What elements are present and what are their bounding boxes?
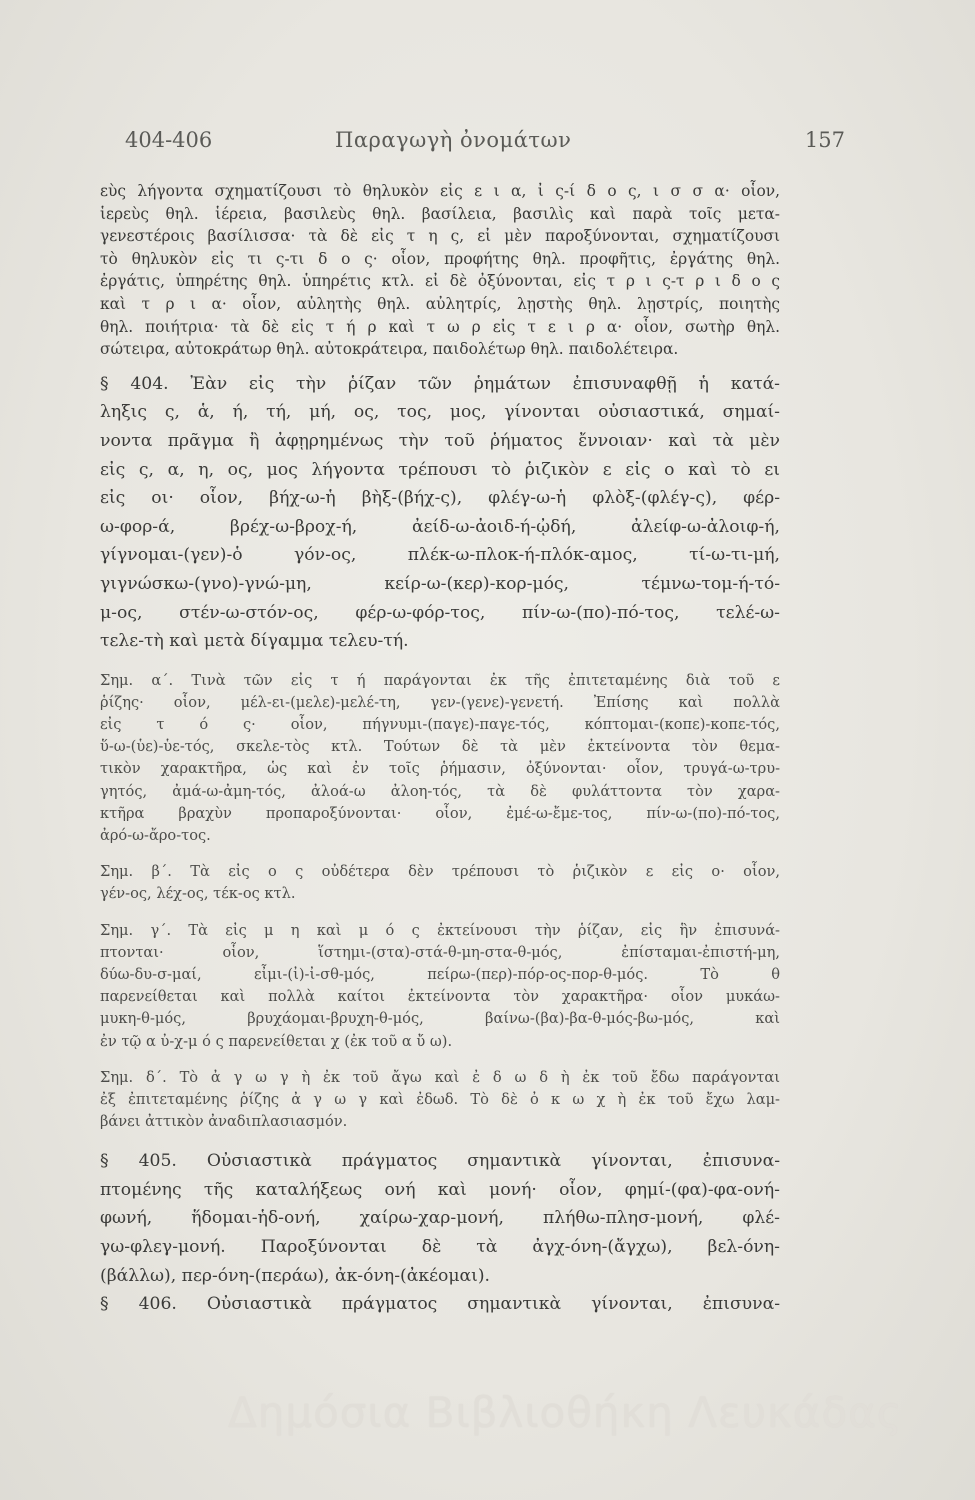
section-404 — [100, 370, 780, 656]
text-line: γητός, ἀμά-ω-ἀμη-τός, ἀλοά-ω ἀλοη-τός, τὰ δὲ φυλάττοντα τὸν χαρα- — [100, 782, 780, 800]
text-line: τελε-τὴ καὶ μετὰ δίγαμμα τελευ-τή. — [100, 631, 409, 652]
text-line: Σημ. δ΄. Τὸ ἀ γ ω γ ὴ ἐκ τοῦ ἄγω καὶ ἐ δ ω δ ὴ ἐκ τοῦ ἔδω παράγονται — [100, 1068, 780, 1086]
paragraph-intro — [100, 180, 780, 361]
text-line: δύω-δυ-σ-μαί, εἶμι-(ἰ)-ἰ-σθ-μός, πείρω-(περ)-πόρ-ος-πορ-θ-μός. Τὸ θ — [100, 965, 780, 983]
text-line: ω-φορ-ά, βρέχ-ω-βροχ-ή, ἀείδ-ω-ἀοιδ-ή-ᾠδή, ἀλείφ-ω-ἀλοιφ-ή, — [100, 516, 780, 537]
section-405 — [100, 1147, 780, 1290]
text-line: εὺς λήγοντα σχηματίζουσι τὸ θηλυκὸν εἰς ε ι α, ἰ ς-ί δ ο ς, ι σ σ α· οἷον, — [100, 182, 780, 200]
page-header — [125, 128, 845, 158]
note-beta — [100, 861, 780, 905]
note-delta — [100, 1067, 780, 1134]
text-line: θηλ. ποιήτρια· τὰ δὲ εἰς τ ή ρ καὶ τ ω ρ εἰς τ ε ι ρ α· οἷον, σωτὴρ θηλ. — [100, 317, 780, 336]
text-line: φωνή, ἥδομαι-ἡδ-ονή, χαίρω-χαρ-μονή, πλήθω-πλησ-μονή, φλέ- — [100, 1208, 780, 1229]
text-line: κτῆρα βραχὺν προπαροξύνονται· οἷον, ἐμέ-ω-ἔμε-τος, πίν-ω-(πο)-πό-τος, — [100, 804, 780, 822]
text-line: πτονται· οἷον, ἵστημι-(στα)-στά-θ-μη-στα-θ-μός, ἐπίσταμαι-ἐπιστή-μη, — [100, 943, 780, 961]
text-line: Σημ. α΄. Τινὰ τῶν εἰς τ ή παράγονται ἐκ τῆς ἐπιτεταμένης διὰ τοῦ ε — [100, 671, 780, 689]
text-line: γενεστέροις βασίλισσα· τὰ δὲ εἰς τ η ς, εἰ μὲν παροξύνονται, σχηματίζουσι — [100, 227, 780, 246]
text-line: ῥίζης· οἷον, μέλ-ει-(μελε)-μελέ-τη, γεν-(γενε)-γενετή. Ἐπίσης καὶ πολλὰ — [100, 693, 780, 711]
text-line: μ-ος, στέν-ω-στόν-ος, φέρ-ω-φόρ-τος, πίν-ω-(πο)-πό-τος, τελέ-ω- — [100, 602, 780, 623]
text-line: ἐργάτις, ὑπηρέτης θηλ. ὑπηρέτις κτλ. εἰ δὲ ὀξύνονται, εἰς τ ρ ι ς-τ ρ ι δ ο ς — [100, 272, 780, 291]
running-title: Παραγωγὴ ὀνομάτων — [335, 128, 572, 152]
text-line: ἐξ ἐπιτεταμένης ῥίζης ἀ γ ω γ καὶ ἐδωδ. Τὸ δὲ ὀ κ ω χ ὴ ἐκ τοῦ ἔχω λαμ- — [100, 1090, 780, 1108]
text-line: παρενείθεται καὶ πολλὰ καίτοι ἐκτείνοντα τὸν χαρακτῆρα· οἷον μυκάω- — [100, 988, 780, 1006]
page-range: 404-406 — [125, 128, 213, 152]
text-line: σώτειρα, αὐτοκράτωρ θηλ. αὐτοκράτειρα, παιδολέτωρ θηλ. παιδολέτειρα. — [100, 340, 679, 359]
text-line: τὸ θηλυκὸν εἰς τι ς-τι δ ο ς· οἷον, προφήτης θηλ. προφῆτις, ἐργάτης θηλ. — [100, 249, 780, 268]
text-line: εἰς τ ό ς· οἷον, πήγνυμι-(παγε)-παγε-τός, κόπτομαι-(κοπε)-κοπε-τός, — [100, 716, 780, 734]
text-line: γίγνομαι-(γεν)-ὁ γόν-ος, πλέκ-ω-πλοκ-ή-πλόκ-αμος, τί-ω-τι-μή, — [100, 545, 780, 566]
text-line: γω-φλεγ-μονή. Παροξύνονται δὲ τὰ ἀγχ-όνη-(ἄγχω), βελ-όνη- — [100, 1237, 780, 1258]
text-line: § 404. Ἐὰν εἰς τὴν ῥίζαν τῶν ῥημάτων ἐπισυναφθῇ ἡ κατά- — [100, 373, 780, 394]
text-line: ληξις ς, ἁ, ή, τή, μή, ος, τος, μος, γίνονται οὐσιαστικά, σημαί- — [100, 402, 780, 423]
text-line: νοντα πρᾶγμα ἢ ἀφῃρημένως τὴν τοῦ ῥήματος ἔννοιαν· καὶ τὰ μὲν — [100, 430, 780, 451]
section-406 — [100, 1290, 780, 1319]
text-line: ἐν τῷ α ὐ-χ-μ ό ς παρενείθεται χ (ἐκ τοῦ α ὔ ω). — [100, 1032, 453, 1050]
text-line: μυκη-θ-μός, βρυχάομαι-βρυχη-θ-μός, βαίνω-(βα)-βα-θ-μός-βω-μός, καὶ — [100, 1010, 780, 1028]
text-line: εἰς ς, α, η, ος, μος λήγοντα τρέπουσι τὸ ῥιζικὸν ε εἰς ο καὶ τὸ ει — [100, 459, 780, 480]
note-alpha — [100, 670, 780, 848]
text-line: ὕ-ω-(ὑε)-ὑε-τός, σκελε-τὸς κτλ. Τούτων δὲ τὰ μὲν ἐκτείνοντα τὸν θεμα- — [100, 738, 780, 756]
text-line: καὶ τ ρ ι α· οἷον, αὐλητὴς θηλ. αὐλητρίς, λῃστὴς θηλ. λῃστρίς, ποιητὴς — [100, 294, 780, 313]
text-line: εἰς οι· οἷον, βήχ-ω-ἡ βὴξ-(βήχ-ς), φλέγ-ω-ἡ φλὸξ-(φλέγ-ς), φέρ- — [100, 488, 780, 509]
text-line: Σημ. γ΄. Τὰ εἰς μ η καὶ μ ό ς ἐκτείνουσι τὴν ῥίζαν, εἰς ἣν ἐπισυνά- — [100, 921, 780, 939]
text-line: πτομένης τῆς καταλήξεως ονή καὶ μονή· οἷον, φημί-(φα)-φα-ονή- — [100, 1179, 780, 1200]
text-line: γέν-ος, λέχ-ος, τέκ-ος κτλ. — [100, 885, 296, 903]
text-line: βάνει ἀττικὸν ἀναδιπλασιασμόν. — [100, 1113, 348, 1131]
text-line: γιγνώσκω-(γνο)-γνώ-μη, κείρ-ω-(κερ)-κορ-μός, τέμνω-τομ-ή-τό- — [100, 573, 780, 594]
library-stamp: Δημόσια Βιβλιοθήκη Λευκάδας — [228, 1388, 903, 1437]
text-line: ἱερεὺς θηλ. ἱέρεια, βασιλεὺς θηλ. βασίλεια, βασιλὶς καὶ παρὰ τοῖς μετα- — [100, 204, 780, 223]
page-number: 157 — [804, 128, 845, 152]
text-line: (βάλλω), περ-όνη-(περάω), ἀκ-όνη-(ἀκέομαι). — [100, 1265, 491, 1286]
text-line: Σημ. β΄. Τὰ εἰς ο ς οὐδέτερα δὲν τρέπουσι τὸ ῥιζικὸν ε εἰς ο· οἷον, — [100, 863, 780, 881]
text-line: § 406. Οὐσιαστικὰ πράγματος σημαντικὰ γίνονται, ἐπισυνα- — [100, 1294, 780, 1315]
note-gamma — [100, 920, 780, 1053]
text-line: ἀρό-ω-ἄρο-τος. — [100, 827, 211, 844]
text-line: § 405. Οὐσιαστικὰ πράγματος σημαντικὰ γίνονται, ἐπισυνα- — [100, 1151, 780, 1172]
page-body — [100, 180, 780, 1319]
text-line: τικὸν χαρακτῆρα, ὡς καὶ ἐν τοῖς ῥήμασιν, ὀξύνονται· οἷον, τρυγά-ω-τρυ- — [100, 760, 780, 778]
